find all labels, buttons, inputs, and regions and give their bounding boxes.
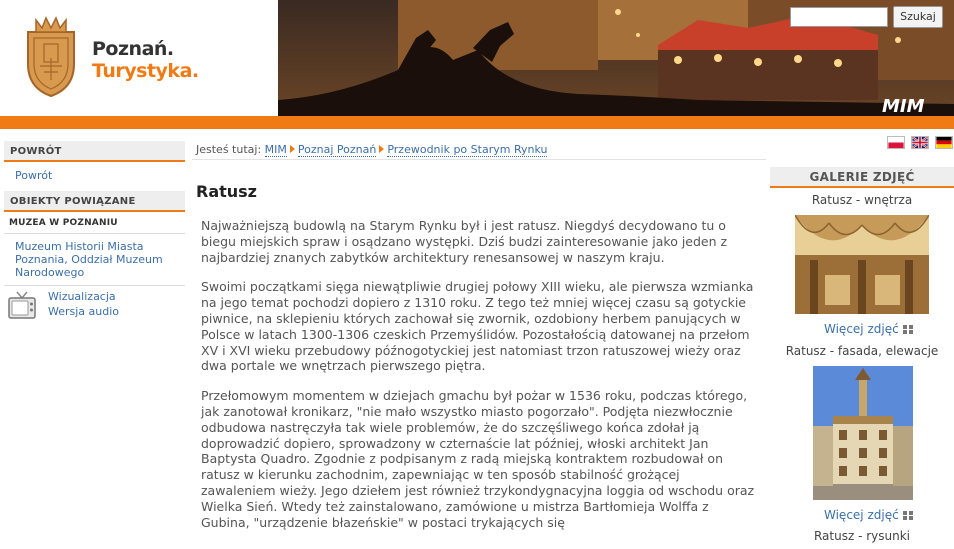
gallery-heading: GALERIE ZDJĘĆ: [770, 167, 954, 188]
back-link[interactable]: Powrót: [15, 169, 53, 182]
more-photos-label[interactable]: Więcej zdjęć: [824, 508, 899, 522]
museums-subheading: MUZEA W POZNANIU: [4, 212, 185, 234]
more-photos-label[interactable]: Więcej zdjęć: [824, 322, 899, 336]
breadcrumb-przewodnik[interactable]: Przewodnik po Starym Rynku: [387, 143, 548, 156]
de-flag-icon[interactable]: [935, 136, 953, 149]
gallery-caption[interactable]: Ratusz - rysunki: [813, 529, 911, 543]
breadcrumb-divider: [192, 159, 766, 160]
museum-history-link[interactable]: Muzeum Historii Miasta Poznania, Oddział Muzeum Narodowego: [4, 234, 185, 286]
gallery-thumbnail-interior[interactable]: [795, 215, 929, 314]
brand-poznan[interactable]: Poznań.: [92, 38, 174, 60]
gallery-caption[interactable]: Ratusz - wnętrza: [811, 193, 913, 207]
gallery-grid-icon: [903, 511, 914, 520]
breadcrumb-separator-icon: [379, 145, 384, 153]
breadcrumb-mim[interactable]: MIM: [264, 143, 287, 156]
mim-logo[interactable]: [882, 96, 925, 116]
visualization-link[interactable]: Wizualizacja: [48, 290, 116, 303]
av-section: [4, 286, 185, 332]
breadcrumb-separator-icon: [290, 145, 295, 153]
article-body: [201, 218, 757, 544]
search-button[interactable]: Szukaj: [893, 6, 943, 28]
left-sidebar: [4, 141, 185, 332]
gallery-caption[interactable]: Ratusz - fasada, elewacje: [785, 344, 939, 358]
header-orange-bar: [0, 116, 954, 129]
article-paragraph: Najważniejszą budowlą na Starym Rynku był i jest ratusz. Niegdyś decydowano tu o biegu miejskich spraw i osądzano występki. Dziś budzi zainteresowanie jako jeden z najbardziej znanych zabytków architektury renesansowej w naszym kraju.: [201, 218, 728, 265]
tv-icon: [8, 290, 36, 320]
brand-turystyka[interactable]: Turystyka.: [92, 60, 199, 82]
more-photos-link[interactable]: [824, 508, 914, 522]
article-paragraph: Swoimi początkami sięga niewątpliwie drugiej połowy XIII wieku, ale pierwsza wzmianka na jego temat pochodzi dopiero z 1310 roku. Z tego też mniej więcej czasu są gotyckie piwnice, na sklepieniu których zachował się zwornik, ozdobiony herbem panujących w Polsce w latach 1300-1306 czeskich Przemyślidów. Pozostałością datowanej na przełom XV i XVI wieku przebudowy późnogotyckiej jest natomiast trzon ratuszowej wieży oraz dwa portale we wnętrzach pierwszego piętra.: [201, 279, 754, 374]
page-title: Ratusz: [196, 182, 257, 201]
search-input[interactable]: [790, 7, 888, 27]
back-heading: POWRÓT: [4, 141, 185, 162]
gallery-grid-icon: [903, 325, 914, 334]
audio-version-link[interactable]: Wersja audio: [48, 305, 120, 318]
en-flag-icon[interactable]: [911, 136, 929, 149]
breadcrumb-poznaj-poznan[interactable]: Poznaj Poznań: [297, 143, 377, 156]
more-photos-link[interactable]: [824, 322, 914, 336]
article-paragraph: Przełomowym momentem w dziejach gmachu był pożar w 1536 roku, podczas którego, jak zanotował kronikarz, "nie mało wszystko miasto pogorzało". Podjęta niezwłocznie odbudowa nastręczyła tak wiele problemów, że do szczęśliwego końca zdołał ją doprowadzić dopiero, sprowadzony w czternaście lat później, włoski architekt Jan Baptysta Quadro. Zgodnie z podpisanym z radą miejską kontraktem rozbudował on ratusz w kierunku zachodnim, zapewniając w ten sposób stabilność grożącej zawaleniem wieży. Jego dziełem jest również trzykondygnacyjna loggia od wschodu oraz Wielka Sień. Wtedy też zainstalowano, zamówione u mistrza Bartłomieja Wolffa z Gubina, "urządzenie błazeńskie" w postaci trykających się: [201, 388, 755, 530]
gallery-thumbnail-facade[interactable]: [813, 366, 913, 500]
svg-text:MIM: MIM: [882, 96, 925, 116]
poznan-coat-of-arms-logo[interactable]: [22, 14, 80, 98]
pl-flag-icon[interactable]: [887, 136, 905, 149]
related-objects-heading: OBIEKTY POWIĄZANE: [4, 191, 185, 212]
breadcrumb: [196, 143, 547, 156]
site-header: [0, 0, 954, 116]
breadcrumb-prefix: Jesteś tutaj:: [196, 143, 262, 156]
